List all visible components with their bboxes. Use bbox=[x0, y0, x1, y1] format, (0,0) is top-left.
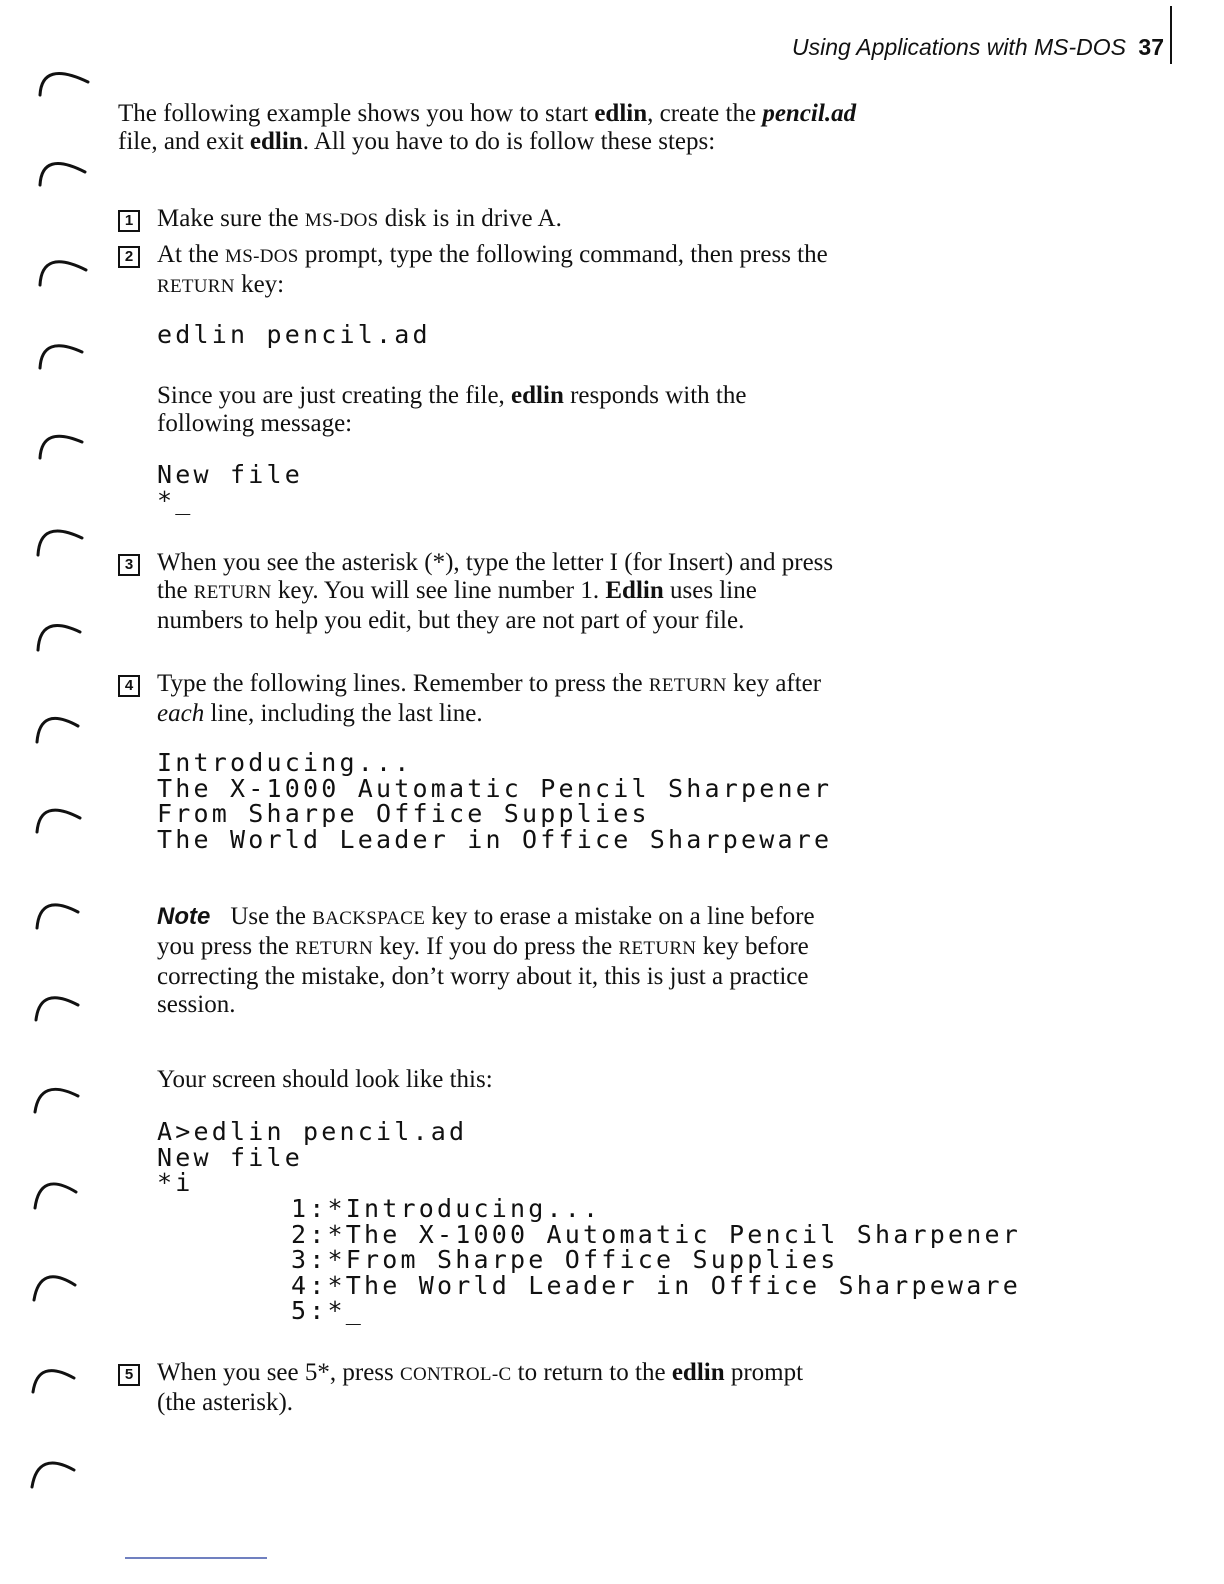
step-1 bbox=[118, 205, 877, 235]
step-text: When you see 5*, press CONTROL-C to return to the edlin prompt (the asterisk). bbox=[157, 1359, 804, 1416]
header-title: Using Applications with MS-DOS bbox=[791, 34, 1127, 60]
intro-paragraph: The following example shows you how to start edlin, create the pencil.ad file, and exit edlin. All you have to do is follow these steps: bbox=[118, 100, 857, 155]
binder-hole bbox=[40, 262, 86, 285]
binder-hole bbox=[35, 1184, 76, 1208]
command-example: edlin pencil.ad bbox=[157, 320, 431, 349]
file-name: pencil.ad bbox=[762, 100, 857, 127]
margin-rule bbox=[1170, 6, 1172, 64]
note-paragraph: Note Use the BACKSPACE key to erase a mistake on a line before you press the RETURN key. If you do press the RETURN key before correcting the mistake, don’t worry about it, this is just a practice session. bbox=[157, 903, 815, 1018]
step-3 bbox=[118, 549, 847, 635]
screen-numbered-lines: 1:*Introducing... 2:*The X-1000 Automatic Pencil Sharpener 3:*From Sharpe Office Supplies 4:*The World Leader in Office Sharpeware 5:*_ bbox=[291, 1194, 1022, 1325]
screen-top-lines: A>edlin pencil.ad New file *i bbox=[157, 1117, 468, 1197]
binder-hole bbox=[38, 626, 80, 650]
step-number: 5 bbox=[118, 1364, 140, 1386]
step-number: 2 bbox=[118, 246, 140, 268]
binder-hole bbox=[40, 346, 82, 368]
step-number: 3 bbox=[118, 554, 140, 576]
footer-rule bbox=[125, 1557, 267, 1559]
binder-hole bbox=[40, 164, 85, 185]
note-label: Note bbox=[157, 903, 211, 930]
page-number: 37 bbox=[1138, 34, 1164, 60]
binder-hole bbox=[32, 1463, 74, 1487]
typed-lines: Introducing... The X-1000 Automatic Pencil Sharpener From Sharpe Office Supplies The World Leader in Office Sharpeware bbox=[157, 748, 833, 854]
binder-hole bbox=[40, 436, 82, 458]
binder-hole bbox=[36, 998, 78, 1020]
step-number: 4 bbox=[118, 675, 140, 697]
step-text: Make sure the MS-DOS disk is in drive A. bbox=[157, 205, 562, 232]
step-text: At the MS-DOS prompt, type the following command, then press the RETURN key: bbox=[157, 241, 828, 298]
step-number: 1 bbox=[118, 210, 140, 232]
binder-hole bbox=[37, 905, 78, 928]
step-5 bbox=[118, 1359, 847, 1417]
new-file-message: New file *_ bbox=[157, 460, 304, 515]
screen-intro: Your screen should look like this: bbox=[157, 1066, 493, 1093]
binder-hole bbox=[35, 1089, 78, 1112]
edlin-term: edlin bbox=[594, 100, 648, 127]
step-text: Type the following lines. Remember to press the RETURN key after each line, including the last line. bbox=[157, 670, 822, 727]
step-2 bbox=[118, 241, 877, 301]
binder-hole bbox=[38, 531, 82, 555]
binder-hole bbox=[33, 1371, 74, 1392]
running-header bbox=[0, 30, 1164, 64]
since-paragraph: Since you are just creating the file, edlin responds with the following message: bbox=[157, 382, 747, 437]
step-4 bbox=[118, 670, 847, 728]
binder-hole bbox=[37, 810, 80, 832]
step-text: When you see the asterisk (*), type the letter I (for Insert) and press the RETURN key. You will see line number 1. Edlin uses line numbers to help you edit, but they are not part of your file. bbox=[157, 549, 834, 634]
binder-holes bbox=[0, 0, 100, 1584]
binder-hole bbox=[37, 718, 78, 742]
binder-hole bbox=[34, 1277, 75, 1300]
binder-hole bbox=[40, 74, 88, 95]
